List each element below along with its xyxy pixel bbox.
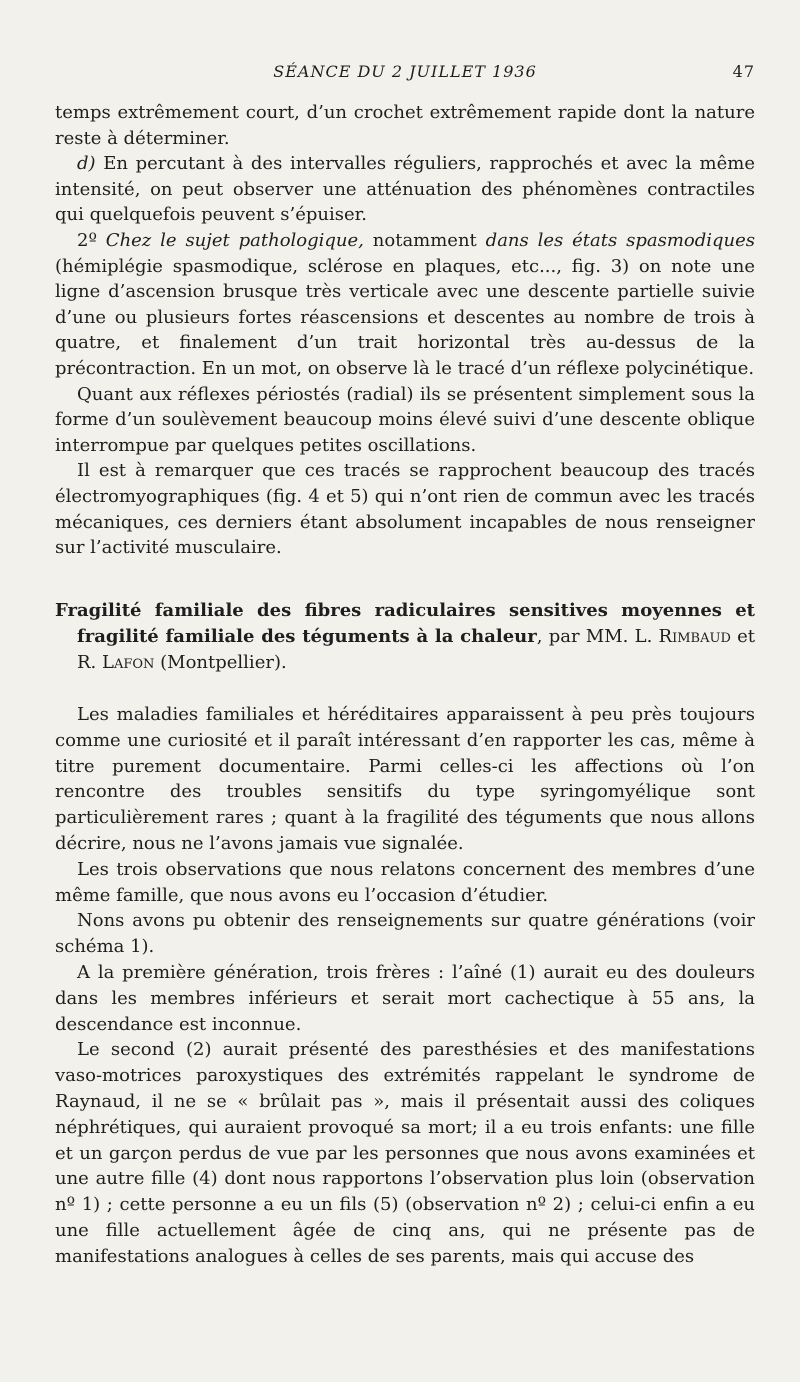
paragraph: [55, 228, 755, 382]
paragraph: Quant aux réflexes périostés (radial) ils se présentent simplement sous la forme d’un soulèvement beaucoup moins élevé suivi d’une descente oblique interrompue par quelques petites oscillations.: [55, 383, 755, 456]
running-header: [55, 62, 755, 86]
paragraph: Il est à remarquer que ces tracés se rapprochent beaucoup des tracés électromyographiques (fig. 4 et 5) qui n’ont rien de commun avec les tracés mécaniques, ces derniers étant absolument incapables de nous renseigner sur l’activité musculaire.: [55, 460, 755, 559]
header-title: SÉANCE DU 2 JUILLET 1936: [273, 62, 537, 81]
article-title: [55, 598, 755, 676]
continued-section: [55, 100, 755, 561]
article-title-bold: Fragilité familiale des fibres radiculaires sensitives moyennes et fragilité familiale des téguments à la chaleur: [55, 600, 755, 647]
italic-text: Chez le sujet pathologique,: [96, 229, 364, 251]
page-number: 47: [732, 62, 755, 81]
paragraph: Les maladies familiales et héréditaires apparaissent à peu près toujours comme une curiosité et il paraît intéressant d’en rapporter les cas, même à titre purement documentaire. Parmi celles-ci les affections où l’on rencontre des troubles sensitifs du type syringomyélique sont particulièrement rares ; quant à la fragilité des téguments que nous allons décrire, nous ne l’avons jamais vue signalée.: [55, 704, 755, 854]
author-name: Rimbaud: [658, 626, 731, 647]
article-heading: [55, 598, 755, 676]
author-connector: et R.: [77, 626, 755, 673]
paragraph-text: notamment: [363, 229, 486, 251]
title-connector: , par MM. L.: [536, 626, 659, 647]
paragraph: Les trois observations que nous relatons concernent des membres d’une même famille, que nous avons eu l’occasion d’étudier.: [55, 858, 755, 906]
paragraph: Le second (2) aurait présenté des paresthésies et des manifestations vaso-motrices paroxystiques des extrémités rappelant le syndrome de Raynaud, il ne se « brûlait pas », mais il présentait aussi des coliques néphrétiques, qui auraient provoqué sa mort; il a eu trois enfants: une fille et un garçon perdus de vue par les personnes que nous avons examinées et une autre fille (4) dont nous rapportons l’observation plus loin (observation nº 1) ; cette personne a eu un fils (5) (observation nº 2) ; celui-ci enfin a eu une fille actuellement âgée de cinq ans, qui ne présente pas de manifestations analogues à celles de ses parents, mais qui accuse des: [55, 1039, 755, 1267]
item-label: d): [77, 153, 96, 175]
paragraph: Nons avons pu obtenir des renseignements sur quatre générations (voir schéma 1).: [55, 910, 755, 958]
italic-text: dans les états spasmodiques: [485, 229, 756, 251]
item-number: 2º: [77, 229, 97, 251]
author-name: Lafon: [102, 652, 155, 673]
paragraph: A la première génération, trois frères : l’aîné (1) aurait eu des douleurs dans les membres inférieurs et serait mort cachectique à 55 ans, la descendance est inconnue.: [55, 961, 755, 1035]
paragraph-text: (hémiplégie spasmodique, sclérose en plaques, etc..., fig. 3) on note une ligne d’ascension brusque très verticale avec une descente partielle suivie d’une ou plusieurs fortes réascensions et descentes au nombre de trois à quatre, et finalement d’un trait horizontal très au-dessus de la précontraction. En un mot, on observe là le tracé d’un réflexe polycinétique.: [55, 255, 755, 379]
affiliation: (Montpellier).: [154, 652, 287, 673]
paragraph: [55, 151, 755, 228]
paragraph: temps extrêmement court, d’un crochet extrêmement rapide dont la nature reste à déterminer.: [55, 102, 755, 149]
article-body: [55, 702, 755, 1270]
paragraph-text: En percutant à des intervalles réguliers, rapprochés et avec la même intensité, on peut observer une atténuation des phénomènes contractiles qui quelquefois peuvent s’épuiser.: [55, 153, 755, 226]
